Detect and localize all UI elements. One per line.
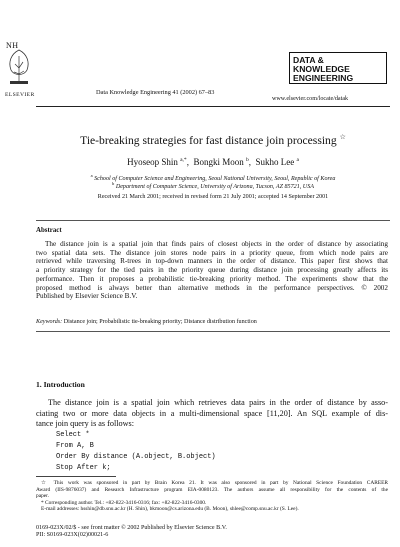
journal-reference: Data Knowledge Engineering 41 (2002) 67–83 — [96, 89, 215, 96]
affiliation-text: School of Computer Science and Engineering, Seoul National University, Seoul, Republic of Korea — [94, 176, 336, 183]
footnote-rule — [36, 476, 116, 477]
footnote-line: * Corresponding author. Tel.: +82-822-3416-0316; fax: +82-822-3416-0300. — [41, 499, 207, 506]
introduction-body — [36, 398, 388, 430]
journal-brand-box — [289, 52, 387, 84]
abstract-line: a priority strategy for the tied pairs in the priority queue during distance join processing greatly affects its — [36, 266, 388, 275]
author-mark: a — [296, 157, 299, 163]
abstract-line: Published by Elsevier Science B.V. — [36, 292, 138, 301]
author-mark: a,* — [180, 157, 187, 163]
sql-line: Stop After k; — [56, 464, 111, 472]
publisher-logo-text: NH — [6, 41, 19, 50]
abstract-line: retrieved while traversing R-trees in top-down manners in the order of distance. This paper first shows that — [36, 257, 388, 266]
received-dates: Received 21 March 2001; received in revised form 21 July 2001; accepted 14 September 2001 — [97, 194, 329, 200]
author-mark: b — [245, 157, 249, 163]
article-title — [36, 133, 390, 147]
publisher-name: ELSEVIER — [5, 92, 35, 98]
author-list: Hyoseop Shin $^{a,*}$, Bongki Moon $^b$, Sukho Lee $^a$ — [127, 157, 299, 167]
footnote-email-line: E-mail addresses: hsshin@db.snu.ac.kr (H. Shin), bkmoon@cs.arizona.edu (B. Moon), shlee@comp.snu.ac.kr (S. Lee). — [41, 506, 299, 513]
title-footnote-mark[interactable]: ☆ — [339, 133, 346, 141]
sql-example — [56, 430, 216, 474]
header-rule — [36, 106, 390, 107]
copyright-footer — [36, 525, 227, 539]
footnote-line: paper. — [36, 493, 50, 500]
abstract-line: The distance join is a spatial join that finds pairs of closest objects in the order of distance by associating — [45, 240, 388, 248]
abstract-line: proposed method is always better than alternative methods in the performance perspectives. © 2002 — [36, 283, 388, 292]
sql-line: Select * — [56, 431, 90, 439]
elsevier-tree-logo — [6, 46, 32, 86]
article-title-text: Tie-breaking strategies for fast distance join processing — [80, 133, 337, 147]
footnote-line: Award (IIS-9876037) and Research Infrastructure program EIA-0080123. The authors assume all responsibility for the contents of the — [36, 486, 388, 493]
introduction-line: tance join query is as follows: — [36, 419, 135, 428]
author-name: Sukho Lee — [255, 157, 295, 167]
keywords-list: Distance join; Probabilistic tie-breaking priority; Distance distribution function — [63, 319, 257, 325]
introduction-line: The distance join is a spatial join which retrieves data pairs in the order of distance by asso- — [48, 398, 388, 407]
abstract-bottom-rule — [36, 331, 390, 332]
affiliation-text: Department of Computer Science, University of Arizona, Tucson, AZ 85721, USA — [115, 184, 314, 191]
abstract-line: two spatial data sets. The distance join stores node pairs in a priority queue, from which node pairs are — [36, 248, 388, 257]
brand-line: KNOWLEDGE — [293, 64, 350, 74]
author-name: Hyoseop Shin — [127, 157, 178, 167]
introduction-line: ciating two or more data objects in a multi-dimensional space [11,20]. An SQL example of dis- — [36, 408, 388, 418]
abstract-body — [36, 240, 388, 301]
affiliation — [36, 181, 390, 190]
author-name: Bongki Moon — [193, 157, 244, 167]
journal-url[interactable]: www.elsevier.com/locate/datak — [272, 96, 349, 102]
brand-line: ENGINEERING — [293, 73, 354, 83]
sql-line: From A, B — [56, 442, 94, 450]
sql-line: Order By distance (A.object, B.object) — [56, 453, 216, 461]
introduction-heading: 1. Introduction — [36, 380, 85, 389]
brand-line: DATA & — [293, 55, 324, 65]
abstract-line: performance. Then it proposes a probabilistic tie-breaking priority method. The experiments show that the — [36, 274, 388, 283]
footer-line: 0169-023X/02/$ - see front matter © 2002 Published by Elsevier Science B.V. — [36, 525, 227, 531]
affiliation-mark: b — [112, 181, 115, 186]
footer-line: PII: S0169-023X(02)00021-6 — [36, 532, 109, 539]
keywords — [36, 319, 257, 325]
abstract-top-rule — [36, 220, 390, 221]
abstract-heading: Abstract — [36, 227, 62, 234]
footnotes — [36, 480, 388, 513]
affiliation-mark: a — [90, 173, 93, 178]
keywords-label: Keywords: — [36, 319, 63, 325]
footnote-line: ☆ This work was sponsored in part by Brain Korea 21. It was also sponsored in part by National Science Foundation CAREER — [41, 480, 388, 486]
